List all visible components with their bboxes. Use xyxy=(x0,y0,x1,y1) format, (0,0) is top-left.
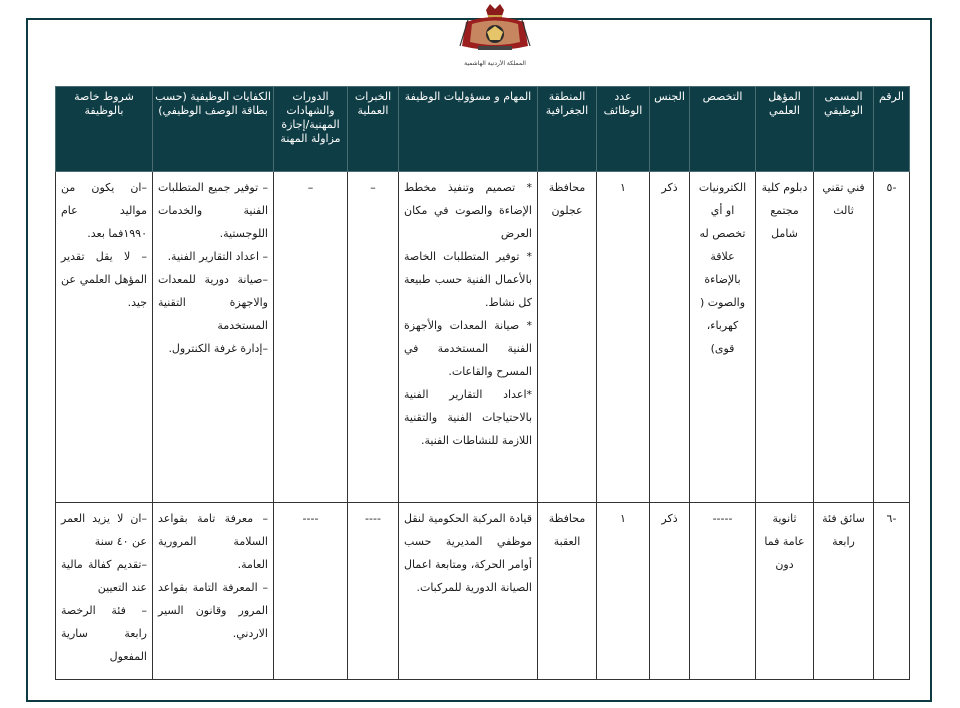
cell-number: -٦ xyxy=(874,503,910,680)
table-header-row xyxy=(56,87,910,172)
cell-specialization: ----- xyxy=(690,503,756,680)
col-header-region: المنطقة الجغرافية xyxy=(538,87,597,172)
table-row xyxy=(56,172,910,503)
condition-line: –ان لا يزيد العمر عن ٤٠ سنة xyxy=(61,512,147,548)
col-header-count: عدد الوظائف xyxy=(597,87,650,172)
cell-number: -٥ xyxy=(874,172,910,503)
competency-line: – معرفة تامة بقواعد السلامة المرورية العامة. xyxy=(158,512,268,571)
cell-conditions xyxy=(56,172,153,503)
cell-qualification: ثانوية عامة فما دون xyxy=(756,503,814,680)
cell-count: ١ xyxy=(597,172,650,503)
col-header-courses: الدورات والشهادات المهنية/إجازة مزاولة المهنة xyxy=(274,87,348,172)
cell-title: فني تقني ثالث xyxy=(814,172,874,503)
col-header-specialization: التخصص xyxy=(690,87,756,172)
col-header-number: الرقم xyxy=(874,87,910,172)
task-line: قيادة المركبة الحكومية لنقل موظفي المديرية حسب أوامر الحركة، ومتابعة اعمال الصيانة الدورية للمركبات. xyxy=(404,512,532,594)
competency-line: –صيانة دورية للمعدات والاجهزة التقنية المستخدمة xyxy=(158,273,268,332)
emblem xyxy=(438,2,552,66)
cell-region: محافظة العقبة xyxy=(538,503,597,680)
col-header-title: المسمى الوظيفي xyxy=(814,87,874,172)
cell-conditions xyxy=(56,503,153,680)
task-line: * تصميم وتنفيذ مخطط الإضاءة والصوت في مكان العرض xyxy=(404,181,532,240)
cell-courses: – xyxy=(274,172,348,503)
condition-line: –ان يكون من مواليد عام ١٩٩٠فما بعد. xyxy=(61,181,147,240)
condition-line: – لا يقل تقدير المؤهل العلمي عن جيد. xyxy=(61,250,147,309)
cell-experience: – xyxy=(348,172,399,503)
cell-qualification: دبلوم كلية مجتمع شامل xyxy=(756,172,814,503)
task-line: * توفير المتطلبات الخاصة بالأعمال الفنية حسب طبيعة كل نشاط. xyxy=(404,250,532,309)
task-line: *اعداد التقارير الفنية بالاحتياجات الفنية والتقنية اللازمة للنشاطات الفنية. xyxy=(404,388,532,447)
jordan-royal-coat-of-arms-icon xyxy=(438,2,552,66)
cell-tasks xyxy=(399,503,538,680)
col-header-competencies: الكفايات الوظيفية (حسب بطاقة الوصف الوظيفي) xyxy=(153,87,274,172)
col-header-conditions: شروط خاصة بالوظيفة xyxy=(56,87,153,172)
cell-competencies xyxy=(153,503,274,680)
col-header-tasks: المهام و مسؤوليات الوظيفة xyxy=(399,87,538,172)
cell-experience: ---- xyxy=(348,503,399,680)
condition-line: –تقديم كفالة مالية عند التعيين xyxy=(61,558,147,594)
cell-gender: ذكر xyxy=(650,503,690,680)
condition-line: – فئة الرخصة رابعة سارية المفعول xyxy=(61,604,147,663)
competency-line: – اعداد التقارير الفنية. xyxy=(167,250,268,263)
competency-line: –إدارة غرفة الكنترول. xyxy=(168,342,268,355)
cell-count: ١ xyxy=(597,503,650,680)
cell-competencies xyxy=(153,172,274,503)
col-header-experience: الخبرات العملية xyxy=(348,87,399,172)
col-header-gender: الجنس xyxy=(650,87,690,172)
cell-specialization: الكترونيات او أي تخصص له علاقة بالإضاءة والصوت ( كهرباء، قوى) xyxy=(690,172,756,503)
cell-title: سائق فئة رابعة xyxy=(814,503,874,680)
task-line: * صيانة المعدات والأجهزة الفنية المستخدمة في المسرح والقاعات. xyxy=(404,319,532,378)
col-header-qualification: المؤهل العلمي xyxy=(756,87,814,172)
cell-gender: ذكر xyxy=(650,172,690,503)
competency-line: – توفير جميع المتطلبات الفنية والخدمات اللوجستية. xyxy=(158,181,268,240)
table-row xyxy=(56,503,910,680)
competency-line: – المعرفة التامة بقواعد المرور وقانون السير الاردني. xyxy=(158,581,268,640)
jobs-table xyxy=(55,86,910,680)
emblem-caption: المملكة الأردنية الهاشمية xyxy=(464,60,526,67)
cell-tasks xyxy=(399,172,538,503)
cell-courses: ---- xyxy=(274,503,348,680)
cell-region: محافظة عجلون xyxy=(538,172,597,503)
